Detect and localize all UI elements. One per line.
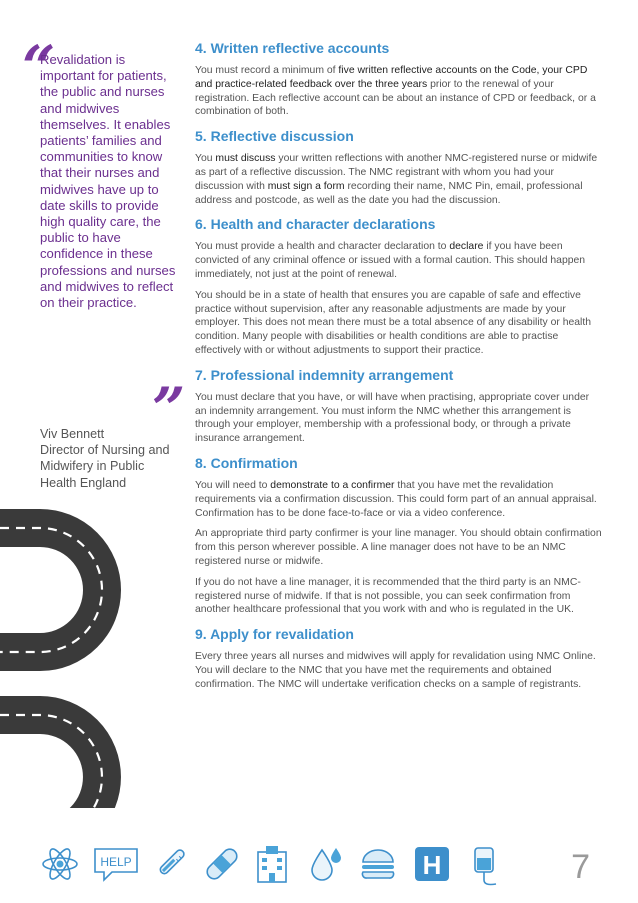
section-title: Reflective discussion <box>210 128 354 145</box>
emphasis-text: five written reflective accounts on the Code, your CPD and practice-related feedback over the three years <box>195 65 588 90</box>
emphasis-text: must discuss <box>215 153 276 165</box>
main-content <box>195 40 603 701</box>
body-text: if you have been convicted of any criminal offence or issued with a formal caution. This should happen immediately, not just at the point of renewal. <box>195 241 586 280</box>
section-paragraph <box>195 240 603 281</box>
section-paragraph <box>195 64 603 119</box>
section-heading <box>195 367 603 384</box>
quote-text: Revalidation is important for patients, the public and nurses and midwives themselves. It enables patients’ families and communities to know that their nurses and midwives have up to date skills to provide high quality care, the public to have confidence in these professions and nurses and midwives to reflect on their practice. <box>40 52 176 311</box>
body-text: An appropriate third party confirmer is your line manager. You should obtain confirmation from this person wherever possible. A line manager does not have to be an NMC registered nurse or midwife. <box>195 528 602 567</box>
quote-author-title: Director of Nursing and Midwifery in Public Health England <box>40 443 170 490</box>
close-quote-mark: ” <box>152 375 186 443</box>
help-label: HELP <box>100 855 132 869</box>
body-text: You should be in a state of health that ensures you are capable of safe and effective practice without supervision, after any reasonable adjustments are made by your employer. This does not mean there must be a total absence of any disability or health condition. Many people with disabilities or health conditions are able to practise effectively with or without adjustments to support their practice. <box>195 289 592 356</box>
section-paragraph <box>195 289 603 358</box>
emphasis-text: declare <box>449 241 484 253</box>
section-number: 8. <box>195 454 207 471</box>
hospital-sign-icon <box>412 844 452 884</box>
section-number: 4. <box>195 40 207 56</box>
hospital-sign-letter: H <box>422 850 442 880</box>
section-6 <box>195 216 603 357</box>
section-title: Apply for revalidation <box>210 626 354 643</box>
emphasis-text: must sign a form <box>267 180 345 192</box>
section-7 <box>195 367 603 446</box>
section-title: Professional indemnity arrangement <box>210 366 454 383</box>
section-paragraph <box>195 391 603 446</box>
body-text: your written reflections with another NMC-registered nurse or midwife as part of a reflective discussion. The NMC registrant with whom you had your discussion with <box>195 153 598 192</box>
body-text: Every three years all nurses and midwives will apply for revalidation using NMC Online. You will declare to the NMC that you have met the requirements and obtained confirmation. The NMC will undertake verification checks on a sample of registrants. <box>195 651 596 690</box>
section-title: Confirmation <box>210 454 298 471</box>
body-text: recording their name, NMC Pin, email, professional address and postcode, as well as the date you had the discussion. <box>195 180 583 206</box>
body-text: You will need to <box>195 479 271 491</box>
thermometer-icon <box>150 844 190 884</box>
body-text: You must declare that you have, or will have when practising, appropriate cover under an indemnity arrangement. You must inform the NMC whether this arrangement is through your employer, membership with a professional body, or through a private insurance arrangement. <box>195 391 590 445</box>
section-heading <box>195 626 603 643</box>
quote-author-name: Viv Bennett <box>40 427 105 441</box>
section-heading <box>195 216 603 233</box>
emphasis-text: demonstrate to a confirmer <box>270 479 395 491</box>
hospital-building-icon <box>252 844 292 884</box>
open-quote-mark: “ <box>22 33 56 101</box>
section-paragraph <box>195 576 603 617</box>
body-text: You <box>195 153 216 165</box>
section-number: 9. <box>195 626 207 643</box>
plaster-icon <box>202 844 242 884</box>
drip-bag-icon <box>466 844 506 888</box>
body-text: If you do not have a line manager, it is recommended that the third party is an NMC-registered nurse of midwife. If that is not possible, you can seek confirmation from another healthcare professional that you work with and who is regulated in the UK. <box>195 576 581 616</box>
section-paragraph <box>195 527 603 568</box>
section-9 <box>195 626 603 691</box>
section-paragraph <box>195 479 603 520</box>
body-text: You must provide a health and character declaration to <box>195 241 450 253</box>
road-illustration <box>0 508 130 808</box>
help-speech-bubble-icon <box>92 844 140 884</box>
section-number: 7. <box>195 366 207 383</box>
section-heading <box>195 128 603 145</box>
section-paragraph <box>195 152 603 207</box>
section-heading <box>195 455 603 472</box>
section-paragraph <box>195 650 603 691</box>
section-5 <box>195 128 603 207</box>
section-heading <box>195 40 603 57</box>
section-number: 5. <box>195 128 207 145</box>
section-title: Written reflective accounts <box>210 40 390 56</box>
burger-icon <box>358 844 398 884</box>
body-text: that you have met the revalidation requirements via a confirmation discussion. This could form part of an annual appraisal. Confirmation has to be done face-to-face or via a video conference. <box>195 479 597 519</box>
section-number: 6. <box>195 216 207 233</box>
quote-attribution <box>40 426 180 491</box>
atom-icon <box>40 844 80 884</box>
body-text: You must record a minimum of <box>195 65 339 76</box>
section-title: Health and character declarations <box>210 216 436 233</box>
body-text: prior to the renewal of your registration. Each reflective account can be about an instance of CPD or feedback, or a combination of both. <box>195 78 596 118</box>
drops-icon <box>306 844 346 884</box>
section-4 <box>195 40 603 119</box>
page-number: 7 <box>571 848 590 886</box>
footer-icon-strip <box>40 840 600 890</box>
section-8 <box>195 455 603 617</box>
